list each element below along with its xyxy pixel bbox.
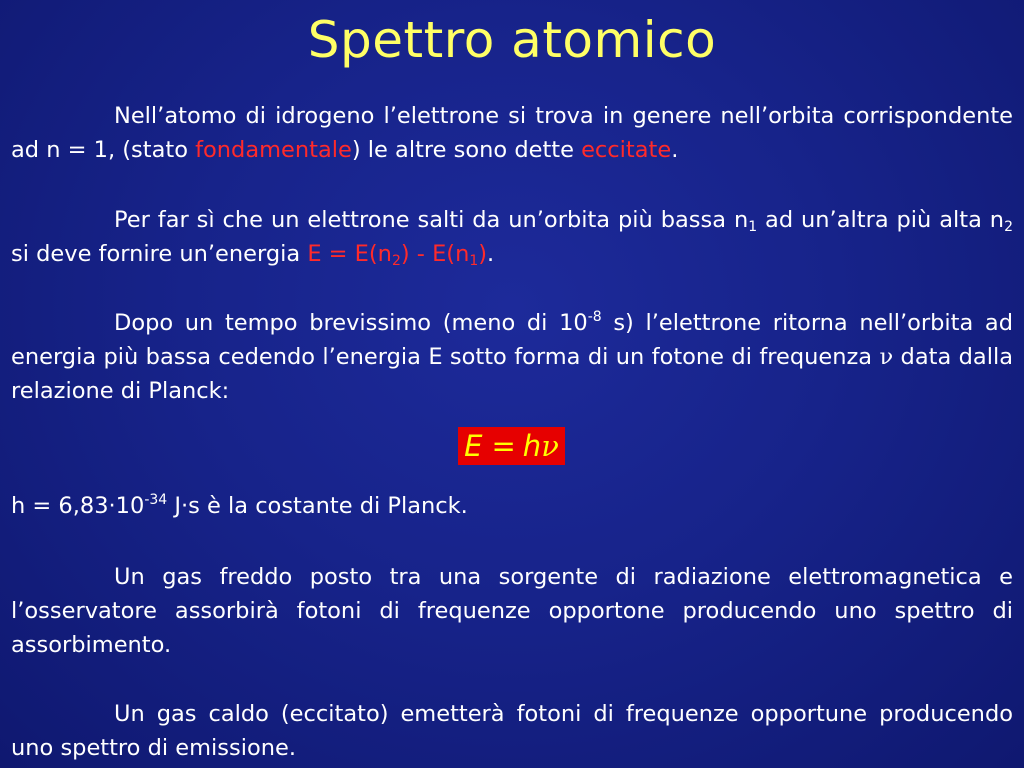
formula-lhs: E (464, 429, 483, 463)
exponent-minus-34: -34 (144, 492, 168, 508)
energy-formula-part-2: ) - E(n (400, 241, 470, 267)
p3-text-c: data dalla relazione di Planck: (11, 344, 1013, 404)
p2-text-a: Per far sì che un elettrone salti da un’orbita più bassa n (114, 207, 749, 233)
p4-text-b: J·s è la costante di Planck. (167, 493, 468, 519)
subscript-1: 1 (748, 219, 758, 235)
term-fondamentale: fondamentale (195, 137, 352, 163)
slide-title: Spettro atomico (307, 11, 717, 69)
paragraph-absorption: Un gas freddo posto tra una sorgente di radiazione elettromagnetica e l’osservatore assorbirà fotoni di frequenze opportone producendo uno spettro di assorbimento. (11, 564, 1013, 658)
formula-equals: = (491, 429, 516, 463)
energy-formula-sub-2: 2 (391, 253, 401, 269)
formula-rhs: h (522, 429, 542, 463)
subscript-2: 2 (1004, 219, 1013, 235)
p2-text-d: . (487, 241, 495, 267)
exponent-minus-8: -8 (587, 309, 602, 325)
p3-text-a: Dopo un tempo brevissimo (meno di 10 (114, 310, 588, 336)
p1-text-c: ) le altre sono dette (351, 137, 582, 163)
planck-formula-box (458, 427, 565, 465)
p1-text-e: . (671, 137, 679, 163)
p1-text-a: Nell’atomo di idrogeno l’elettrone si trova in genere nell’orbita corrispondente ad n = 1, (stato (11, 103, 1013, 163)
energy-formula-part-1: E = E(n (307, 241, 392, 267)
paragraph-emission: Un gas caldo (eccitato) emetterà fotoni di frequenze opportune producendo uno spettro di emissione. (11, 701, 1013, 761)
energy-formula-text (307, 241, 487, 267)
paragraph-emission-process (11, 306, 1013, 408)
p2-text-c: si deve fornire un’energia (11, 241, 308, 267)
paragraph-planck-constant (11, 489, 1013, 523)
p2-text-b: ad un’altra più alta n (757, 207, 1005, 233)
p4-text-a: h = 6,83·10 (11, 493, 145, 519)
energy-formula-part-3: ) (478, 241, 488, 267)
nu-symbol: ν (879, 344, 894, 370)
paragraph-excitation (11, 203, 1013, 271)
energy-formula-sub-1: 1 (469, 253, 479, 269)
term-eccitate: eccitate (581, 137, 672, 163)
paragraph-ground-state (11, 99, 1013, 167)
p3-text-b: s) l’elettrone ritorna nell’orbita ad energia più bassa cedendo l’energia E sotto forma di un fotone di frequenza (11, 310, 1013, 370)
formula-nu: ν (541, 429, 559, 463)
